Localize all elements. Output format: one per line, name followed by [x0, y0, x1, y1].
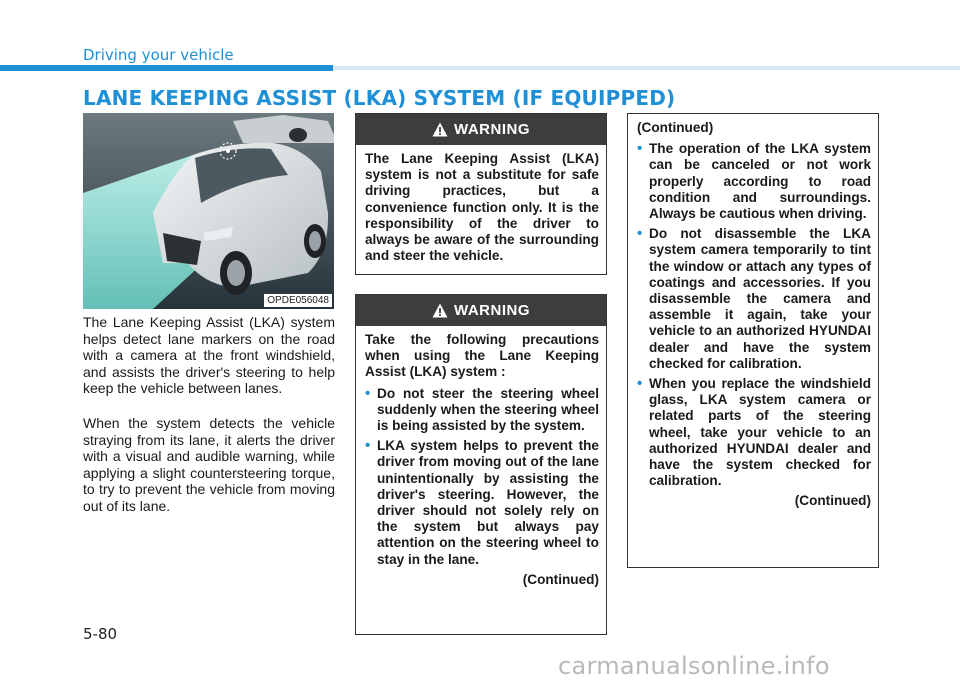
warning-triangle-icon	[432, 303, 448, 318]
car-camera-illustration	[83, 113, 334, 309]
warning-header	[356, 114, 606, 145]
continued-body	[628, 114, 878, 516]
warning-text: The Lane Keeping Assist (LKA) system is not a substitute for safe driving practices, but a convenience function only. It is the responsibility of the driver to always be aware of the surrounding and steer the vehicle.	[365, 151, 599, 264]
warning-header	[356, 295, 606, 326]
header-rule-accent	[0, 65, 333, 71]
list-item: • When you replace the windshield glass, LKA system camera or related parts of the steering wheel, take your vehicle to an authorized HYUNDAI dealer and have the system checked for calibration.	[637, 376, 871, 489]
continued-list	[637, 141, 871, 489]
alert-paragraph: When the system detects the vehicle straying from its lane, it alerts the driver with a visual and audible warning, while applying a slight countersteering torque, to try to prevent the vehicle from moving out of its lane.	[83, 415, 335, 514]
lka-illustration	[83, 113, 334, 309]
warning-box-2	[355, 294, 607, 635]
page-title: LANE KEEPING ASSIST (LKA) SYSTEM (IF EQUIPPED)	[83, 86, 676, 110]
warning-body	[356, 326, 606, 594]
warning-box-1	[355, 113, 607, 275]
watermark: carmanualsonline.info	[558, 652, 830, 680]
warning-heading: WARNING	[454, 302, 530, 319]
continued-label: (Continued)	[522, 571, 599, 587]
list-item: • The operation of the LKA system can be canceled or not work properly according to road condition and surroundings. Always be cautious when driving.	[637, 141, 871, 222]
warning-intro: Take the following precautions when using the Lane Keeping Assist (LKA) system :	[365, 332, 599, 380]
warning-heading: WARNING	[454, 121, 530, 138]
warning-triangle-icon	[432, 122, 448, 137]
section-label: Driving your vehicle	[83, 46, 234, 64]
continued-label: (Continued)	[794, 493, 871, 509]
list-item: • Do not steer the steering wheel suddenly when the steering wheel is being assisted by the system.	[365, 386, 599, 435]
continued-box	[627, 113, 879, 568]
warning-list	[365, 386, 599, 568]
list-item: • Do not disassemble the LKA system camera temporarily to tint the window or attach any types of coatings and accessories. If you disassemble the camera and assemble it again, take your vehicle to an authorized HYUNDAI dealer and have the system checked for calibration.	[637, 226, 871, 372]
page-number: 5-80	[83, 625, 118, 643]
list-item: • LKA system helps to prevent the driver from moving out of the lane unintentionally by assisting the driver's steering. However, the driver should not solely rely on the system but always pay attention on the steering wheel to stay in the lane.	[365, 438, 599, 568]
figure-code: OPDE056048	[264, 294, 332, 307]
continued-heading: (Continued)	[637, 120, 714, 135]
intro-paragraph: The Lane Keeping Assist (LKA) system helps detect lane markers on the road with a camera at the front windshield, and assists the driver's steering to help keep the vehicle between lanes.	[83, 314, 335, 397]
